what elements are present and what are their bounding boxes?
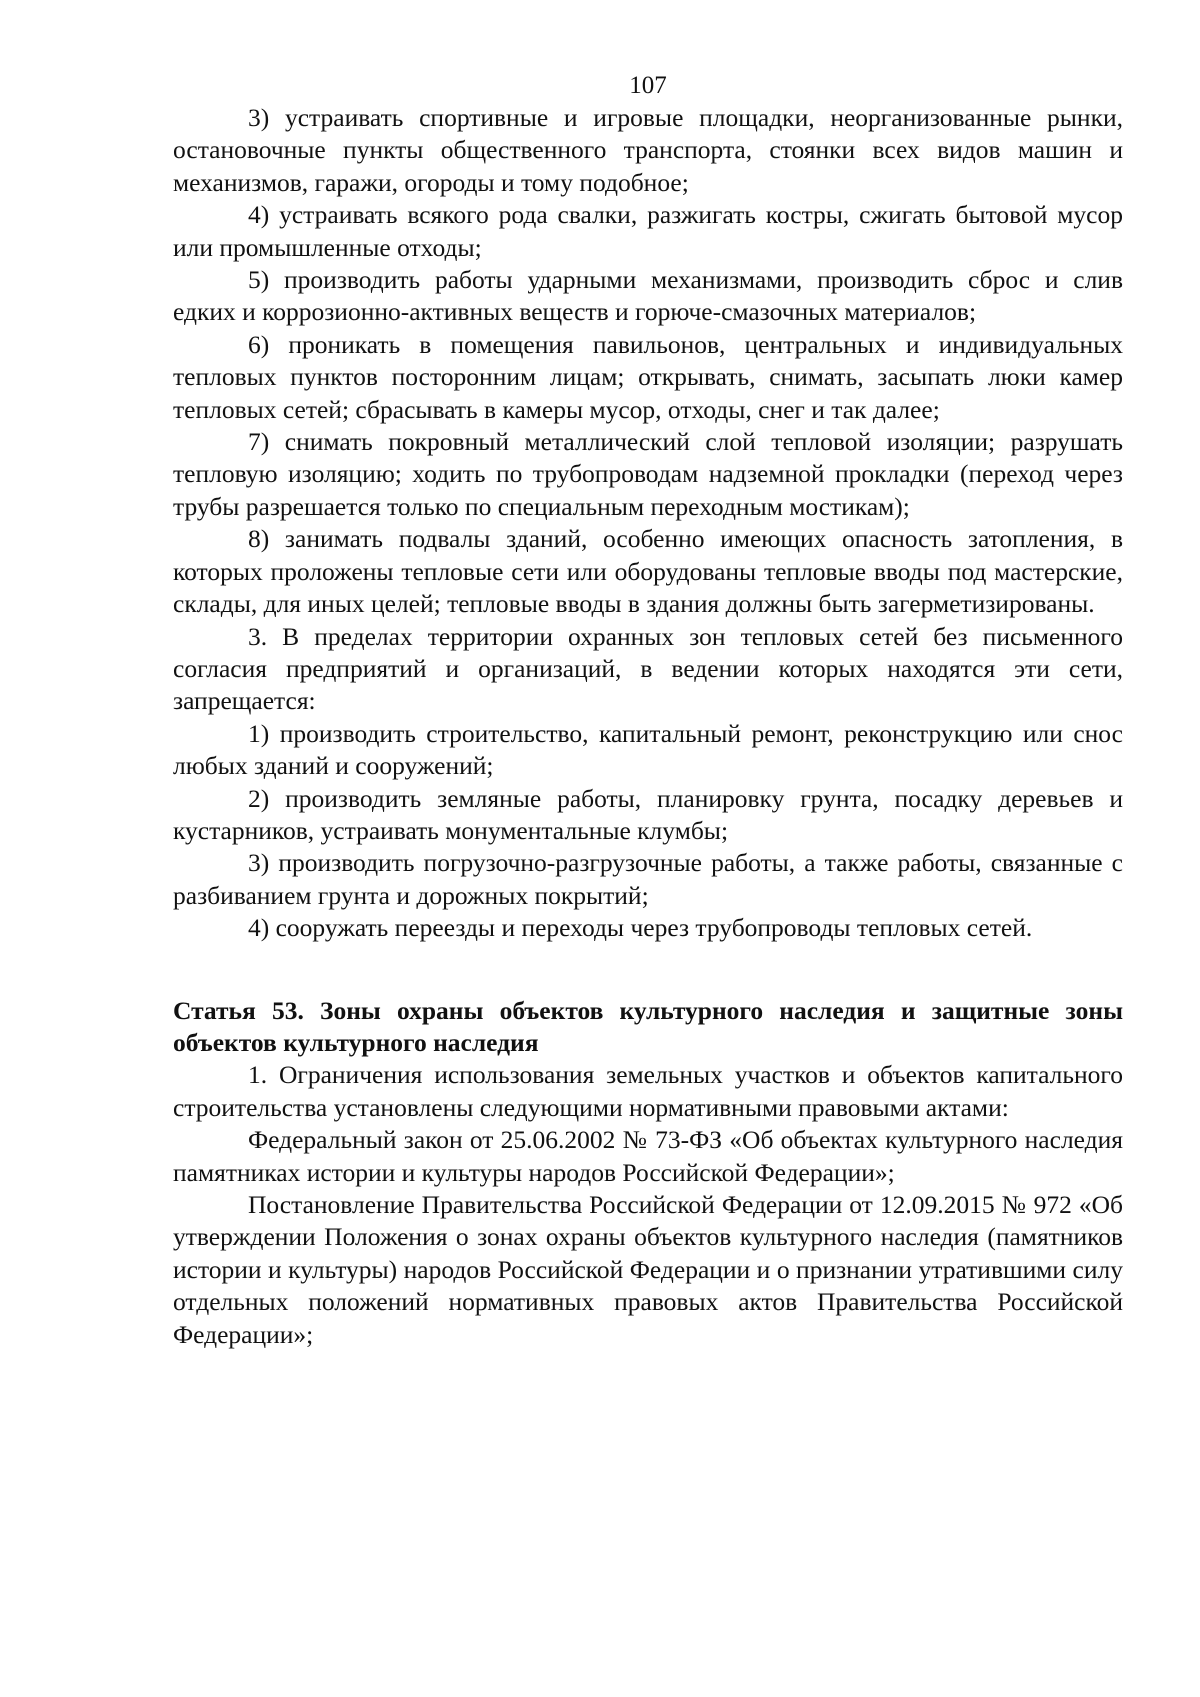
list-item: 8) занимать подвалы зданий, особенно имеющих опасность затопления, в которых проложены тепловые сети или оборудованы тепловые вводы под мастерские, склады, для иных целей; тепловые вводы в здания должны быть загерметизированы.	[173, 524, 1123, 619]
document-page	[173, 70, 1123, 1351]
list-item: 3) производить погрузочно-разгрузочные работы, а также работы, связанные с разбиванием грунта и дорожных покрытий;	[173, 848, 1123, 910]
list-item: 4) устраивать всякого рода свалки, разжигать костры, сжигать бытовой мусор или промышленные отходы;	[173, 200, 1123, 262]
article-paragraph: Постановление Правительства Российской Федерации от 12.09.2015 № 972 «Об утверждении Положения о зонах охраны объектов культурного наследия (памятников истории и культуры) народов Российской Федерации и о признании утратившими силу отдельных положений нормативных правовых актов Правительства Российской Федерации»;	[173, 1190, 1123, 1349]
prohibitions-list	[173, 102, 1123, 621]
list-item: 2) производить земляные работы, планировку грунта, посадку деревьев и кустарников, устраивать монументальные клумбы;	[173, 783, 1123, 845]
item-3-intro: 3. В пределах территории охранных зон тепловых сетей без письменного согласия предприятий и организаций, в ведении которых находятся эти сети, запрещается:	[173, 621, 1123, 716]
article-paragraph: Федеральный закон от 25.06.2002 № 73-ФЗ «Об объектах культурного наследия памятниках истории и культуры народов Российской Федерации»;	[173, 1125, 1123, 1187]
list-item: 3) устраивать спортивные и игровые площадки, неорганизованные рынки, остановочные пункты общественного транспорта, стоянки всех видов машин и механизмов, гаражи, огороды и тому подобное;	[173, 103, 1123, 197]
list-item: 6) проникать в помещения павильонов, центральных и индивидуальных тепловых пунктов посторонним лицам; открывать, снимать, засыпать люки камер тепловых сетей; сбрасывать в камеры мусор, отходы, снег и так далее;	[173, 329, 1123, 424]
article-paragraph: 1. Ограничения использования земельных участков и объектов капитального строительства установлены следующими нормативными правовыми актами:	[173, 1060, 1123, 1122]
list-item: 7) снимать покровный металлический слой тепловой изоляции; разрушать тепловую изоляцию; ходить по трубопроводам надземной прокладки (переход через трубы разрешается только по специальным переходным мостикам);	[173, 427, 1123, 521]
list-item: 4) сооружать переезды и переходы через трубопроводы тепловых сетей.	[248, 913, 1033, 943]
article-heading: Статья 53. Зоны охраны объектов культурного наследия и защитные зоны объектов культурного наследия	[173, 995, 1123, 1057]
page-number: 107	[629, 72, 667, 99]
list-item: 5) производить работы ударными механизмами, производить сброс и слив едких и коррозионно-активных веществ и горюче-смазочных материалов;	[173, 265, 1123, 327]
list-item: 1) производить строительство, капитальный ремонт, реконструкцию или снос любых зданий и сооружений;	[173, 718, 1123, 781]
item-3-list	[173, 718, 1123, 945]
article-body	[173, 1059, 1123, 1351]
